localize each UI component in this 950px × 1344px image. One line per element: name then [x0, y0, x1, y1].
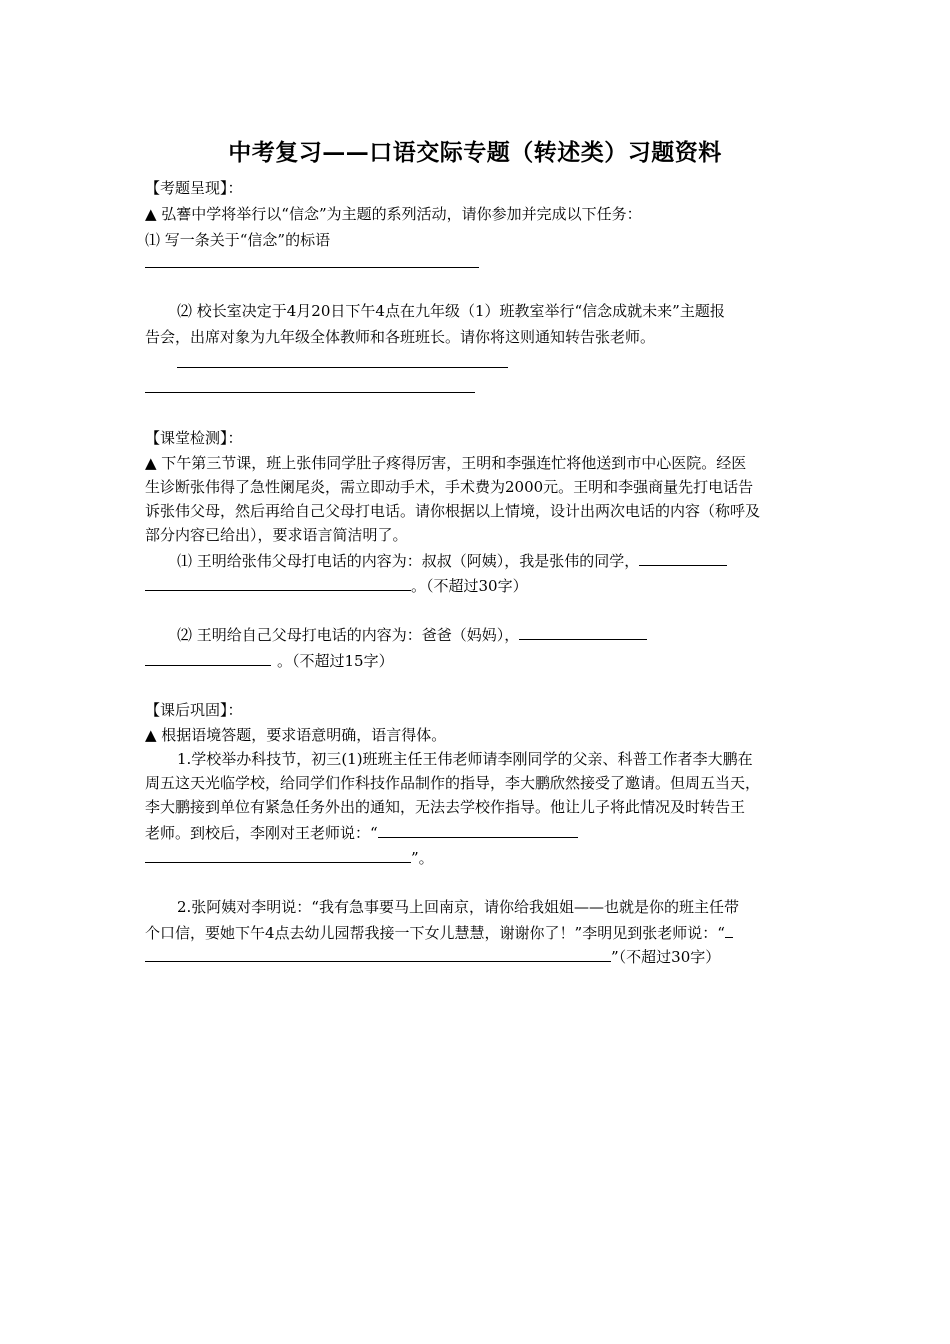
answer-blank: [145, 946, 611, 962]
question-text: 个口信，要她下午4点去幼儿园帮我接一下女儿慧慧，谢谢你了！”李明见到张老师说：“: [145, 924, 725, 942]
section-heading-exam: 【考题呈现】：: [145, 179, 243, 197]
section2-intro-line2: 生诊断张伟得了急性阑尾炎，需立即动手术，手术费为2000元。王明和李强商量先打电话告: [145, 478, 754, 496]
question-limit: 。（不超过30字）: [411, 577, 528, 595]
section2-question-1: [177, 550, 727, 571]
answer-line: [177, 367, 508, 368]
answer-blank: [378, 822, 578, 838]
section2-question-2: [177, 624, 647, 645]
page-title: 中考复习——口语交际专题（转述类）习题资料: [228, 139, 722, 166]
section3-p1-line1: 1.学校举办科技节，初三(1)班班主任王伟老师请李刚同学的父亲、科普工作者李大鹏在: [177, 750, 753, 768]
section3-p2-continued: [145, 946, 720, 967]
section3-p1-line4: [145, 822, 578, 843]
question-text: ⑵ 王明给自己父母打电话的内容为：爸爸（妈妈），: [177, 626, 520, 644]
section1-intro: ▲ 弘謇中学将举行以“信念”为主题的系列活动，请你参加并完成以下任务：: [145, 205, 642, 223]
section2-intro-line1: ▲ 下午第三节课，班上张伟同学肚子疼得厉害，王明和李强连忙将他送到市中心医院。经医: [145, 454, 747, 472]
section1-question-2-line1: ⑵ 校长室决定于4月20日下午4点在九年级（1）班教室举行“信念成就未来”主题报: [177, 302, 725, 320]
section3-p2-line2: [145, 922, 733, 943]
section1-question-1: ⑴ 写一条关于“信念”的标语: [145, 231, 331, 249]
question-end: ”。: [411, 849, 434, 867]
answer-blank: [145, 847, 411, 863]
section2-question-1-continued: [145, 575, 528, 596]
section2-question-2-continued: [145, 650, 394, 671]
question-text: 老师。到校后，李刚对王老师说：“: [145, 824, 378, 842]
answer-blank: [639, 550, 727, 566]
question-limit: ”（不超过30字）: [611, 948, 721, 966]
answer-line: [145, 267, 479, 268]
section-heading-class-check: 【课堂检测】：: [145, 429, 243, 447]
section2-intro-line4: 部分内容已给出），要求语言简洁明了。: [145, 526, 408, 544]
section3-p1-continued: [145, 847, 434, 868]
answer-line: [145, 392, 475, 393]
answer-blank: [519, 624, 647, 640]
question-limit: 。（不超过15字）: [277, 652, 394, 670]
section3-p2-line1: 2.张阿姨对李明说：“我有急事要马上回南京，请你给我姐姐——也就是你的班主任带: [177, 898, 739, 916]
section3-p1-line3: 李大鹏接到单位有紧急任务外出的通知，无法去学校作指导。他让儿子将此情况及时转告王: [145, 798, 746, 816]
answer-blank: [725, 922, 733, 938]
answer-blank: [145, 575, 411, 591]
section1-question-2-line2: 告会，出席对象为九年级全体教师和各班班长。请你将这则通知转告张老师。: [145, 328, 656, 346]
section3-p1-line2: 周五这天光临学校，给同学们作科技作品制作的指导，李大鹏欣然接受了邀请。但周五当天，: [145, 774, 761, 792]
question-text: ⑴ 王明给张伟父母打电话的内容为：叔叔（阿姨），我是张伟的同学，: [177, 552, 640, 570]
section3-intro: ▲ 根据语境答题，要求语意明确，语言得体。: [145, 726, 447, 744]
section2-intro-line3: 诉张伟父母，然后再给自己父母打电话。请你根据以上情境，设计出两次电话的内容（称呼及: [145, 502, 761, 520]
answer-blank: [145, 650, 271, 666]
section-heading-after-class: 【课后巩固】：: [145, 701, 243, 719]
